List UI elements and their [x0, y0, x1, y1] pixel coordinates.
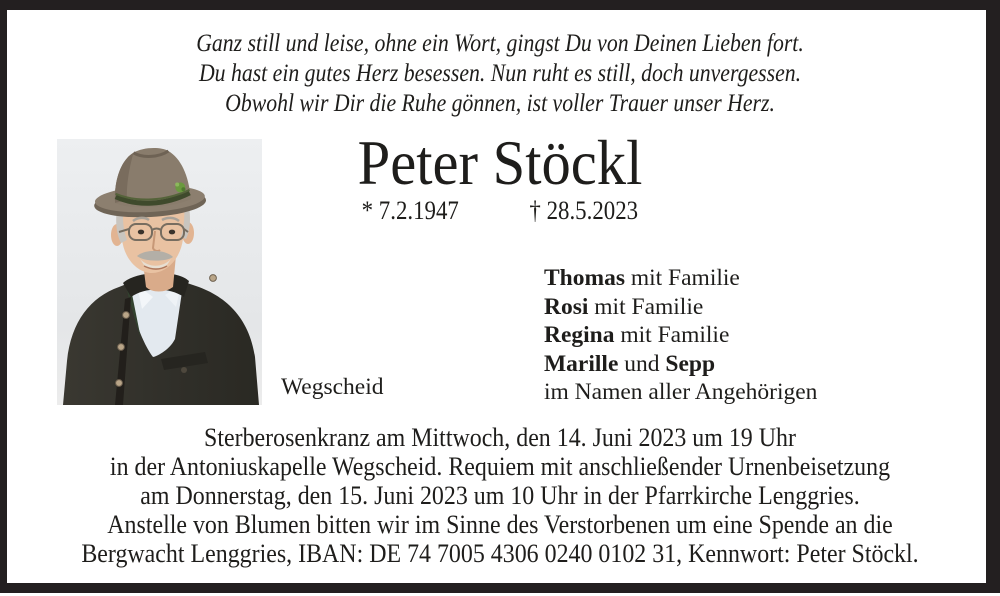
- birth-date: * 7.2.1947: [361, 196, 459, 225]
- mourner-name: Regina: [544, 322, 615, 348]
- location-text: Wegscheid: [281, 374, 384, 400]
- life-dates: [0, 197, 1000, 225]
- mourner-line: [544, 264, 817, 293]
- eye-right: [169, 230, 175, 235]
- mourner-name: Rosi: [544, 293, 589, 320]
- mourner-name: Sepp: [665, 350, 716, 377]
- death-date: † 28.5.2023: [528, 196, 638, 225]
- pocket-button: [181, 367, 187, 373]
- mourner-line: [544, 321, 817, 350]
- mourner-suffix: mit Familie: [588, 293, 704, 320]
- verse-line: Obwohl wir Dir die Ruhe gönnen, ist voller Trauer unser Herz.: [225, 90, 775, 117]
- epaulette-button: [210, 275, 217, 282]
- mourner-name: Marille: [544, 350, 619, 377]
- eye-left: [138, 230, 144, 235]
- memorial-verse: [0, 29, 1000, 119]
- mourner-connector: und: [618, 350, 666, 377]
- deceased-name: Peter Stöckl: [357, 128, 643, 198]
- mourner-line: [544, 293, 817, 322]
- funeral-announcement: [0, 423, 1000, 568]
- announcement-line: in der Antoniuskapelle Wegscheid. Requiem mit anschließender Urnenbeisetzung: [109, 452, 891, 481]
- mourner-suffix: mit Familie: [624, 265, 740, 291]
- announcement-line: am Donnerstag, den 15. Juni 2023 um 10 Uhr in der Pfarrkirche Lenggries.: [140, 481, 860, 510]
- mourner-suffix: mit Familie: [614, 322, 730, 348]
- mourners-list: [544, 264, 817, 407]
- mourner-line: im Namen aller Angehörigen: [544, 379, 818, 405]
- mourner-line: [544, 350, 817, 379]
- verse-line: Ganz still und leise, ohne ein Wort, gingst Du von Deinen Lieben fort.: [196, 30, 804, 57]
- announcement-line: Bergwacht Lenggries, IBAN: DE 74 7005 4306 0240 0102 31, Kennwort: Peter Stöckl.: [81, 539, 919, 568]
- announcement-line: Anstelle von Blumen bitten wir im Sinne des Verstorbenen um eine Spende an die: [107, 510, 893, 539]
- announcement-line: Sterberosenkranz am Mittwoch, den 14. Juni 2023 um 19 Uhr: [204, 423, 796, 452]
- mourner-name: Thomas: [544, 265, 625, 291]
- verse-line: Du hast ein gutes Herz besessen. Nun ruht es still, doch unvergessen.: [198, 60, 802, 87]
